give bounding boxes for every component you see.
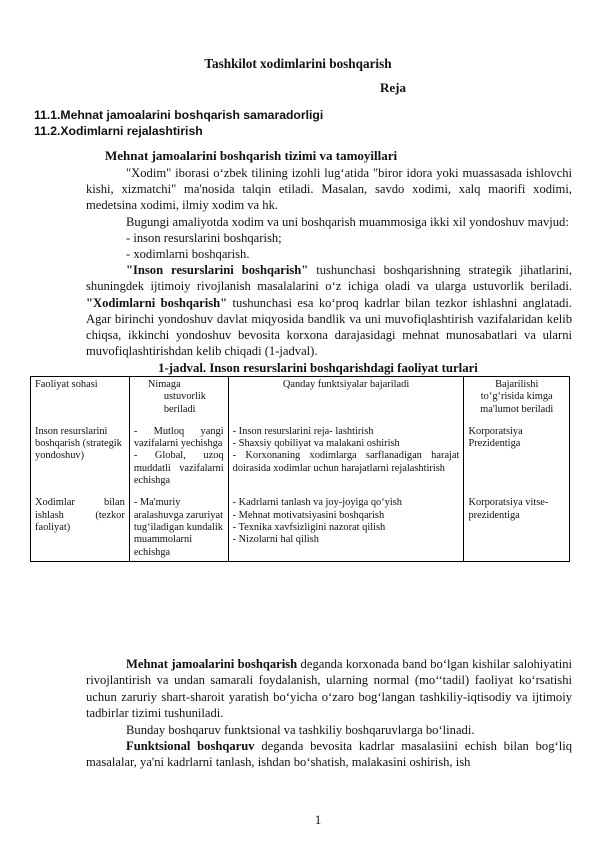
cell-line: - Kadrlarni tanlash va joy-joyiga qo‘yish xyxy=(232,497,403,509)
cell-kimga: Korporatsiya vitse-prezidentiga xyxy=(464,489,570,561)
header-line: ma'lumot beriladi xyxy=(480,403,554,415)
header-line: beriladi xyxy=(163,403,196,415)
cell-funktsiyalar xyxy=(228,418,464,489)
cell-line: - Ma'muriy aralashuvga zaruriyat tug‘iladigan kundalik muammolarni echishga xyxy=(133,497,223,558)
header-kimga xyxy=(464,377,570,418)
paragraph-6-rest: deganda bevosita kadrlar masalasiini echish bilan bog‘liq masalalar, ya'ni kadrlarni tanlash, ishdan bo‘shatish, malakasini oshirish, ish xyxy=(86,739,572,770)
page-number: 1 xyxy=(314,813,322,827)
cell-kimga: Korporatsiya Prezidentiga xyxy=(464,418,570,489)
header-line: Bajarilishi xyxy=(495,379,539,390)
cell-sohasi: Inson resurslarini boshqarish (strategik yondoshuv) xyxy=(31,418,130,489)
paragraph-2: Bugungi amaliyotda xodim va uni boshqarish muammosiga ikki xil yondoshuv mavjud: xyxy=(126,214,569,229)
list-item: - xodimlarni boshqarish. xyxy=(126,247,250,262)
body-text xyxy=(86,656,572,771)
table-caption: 1-jadval. Inson resurslarini boshqarishdagi faoliyat turlari xyxy=(158,361,478,375)
table-row xyxy=(31,418,570,489)
cell-funktsiyalar xyxy=(228,489,464,561)
paragraph-4 xyxy=(86,656,572,722)
cell-line: - Shaxsiy qobiliyat va malakani oshirish xyxy=(232,438,400,450)
cell-line: - Nizolarni hal qilish xyxy=(232,534,319,546)
cell-line: - Texnika xavfsizligini nazorat qilish xyxy=(232,521,386,533)
paragraph-3-end: tushunchasi esa ko‘proq kadrlar bilan tezkor ishlashni anglatadi. Agar birinchi yondoshuv davlat miqyosida bandlik va uni muvofiqlashtirish vazifalaridan kelib chiqsa, ikkinchi yondoshuv bevosita korxona darajasidagi mehnat munosabatlari va ularni muvofiqlashtirishdan kelib chiqadi (1-jadval). xyxy=(86,295,572,359)
paragraph-5: Bunday boshqaruv funktsional va tashkiliy boshqaruvlarga bo‘linadi. xyxy=(126,722,475,737)
plan-item-2: 11.2.Xodimlarni rejalashtirish xyxy=(34,124,203,138)
term-inson-resurslari: "Inson resurslarini boshqarish" xyxy=(126,263,309,278)
paragraph-3-middle: tushunchasi boshqarishning strategik jihatlarini, shuningdek ijtimoiy rivojlanish masalalarini o‘z ichiga oladi va ularga ustuvorlik beriladi. xyxy=(86,263,572,294)
header-line: to‘g‘risida kimga xyxy=(480,391,553,403)
paragraph-4-rest: deganda korxonada band bo‘lgan kishilar salohiyatini rivojlantirish va undan samarali foydalanish, ularning normal (mo‘‘tadil) faoliyat ko‘rsatishi uchun zaruriy shart-sharoit yaratish bo‘yicha o‘zaro bog‘langan tashkiliy-iqtisodiy va ijtimoiy tadbirlar tizimi tushuniladi. xyxy=(86,657,572,721)
intro-text xyxy=(86,165,572,359)
document-title: Tashkilot xodimlarini boshqarish xyxy=(204,56,392,71)
plan-heading: Reja xyxy=(380,80,406,95)
cell-sohasi: Xodimlar bilan ishlash (tezkor faoliyat) xyxy=(31,489,130,561)
activity-table xyxy=(30,376,570,562)
header-line: Nimaga xyxy=(147,379,181,390)
cell-line: - Inson resurslarini reja- lashtirish xyxy=(232,425,374,437)
plan-item-1: 11.1.Mehnat jamoalarini boshqarish samaradorligi xyxy=(34,108,324,122)
term-mehnat-jamoalari: Mehnat jamoalarini boshqarish xyxy=(126,657,298,671)
section-heading: Mehnat jamoalarini boshqarish tizimi va tamoyillari xyxy=(105,148,398,163)
header-ustuvorlik xyxy=(129,377,228,418)
table-header-row xyxy=(31,377,570,418)
cell-ustuvorlik xyxy=(129,418,228,489)
paragraph-3 xyxy=(86,262,572,359)
cell-line: - Mutloq yangi vazifalarni yechishga xyxy=(133,425,224,450)
cell-line: - Global, uzoq muddatli vazifalarni echishga xyxy=(133,450,224,487)
term-funktsional-boshqaruv: Funktsional boshqaruv xyxy=(126,739,255,754)
paragraph-6 xyxy=(86,738,572,771)
cell-line: - Mehnat motivatsiyasini boshqarish xyxy=(232,509,385,521)
header-faoliyat-sohasi: Faoliyat sohasi xyxy=(31,377,130,418)
header-line: ustuvorlik xyxy=(163,391,206,403)
paragraph-1: "Xodim" iborasi o‘zbek tilining izohli lug‘atida "biror idora yoki muassasada ishlovchi kishi, xizmatchi" ma'nosida talqin etiladi. Masalan, savdo xodimi, xalq maorifi xodimi, medetsina xodimi, ilmiy xodim va hk. xyxy=(86,166,572,213)
table-row xyxy=(31,489,570,561)
cell-ustuvorlik xyxy=(129,489,228,561)
cell-line: - Korxonaning xodimlarga sarflanadigan harajat doirasida xodimlar uchun harajatlarni rejalashtirish xyxy=(232,450,460,474)
header-funktsiyalar: Qanday funktsiyalar bajariladi xyxy=(228,377,464,418)
term-xodimlarni-boshqarish: "Xodimlarni boshqarish" xyxy=(86,295,228,310)
list-item: - inson resurslarini boshqarish; xyxy=(126,230,282,245)
